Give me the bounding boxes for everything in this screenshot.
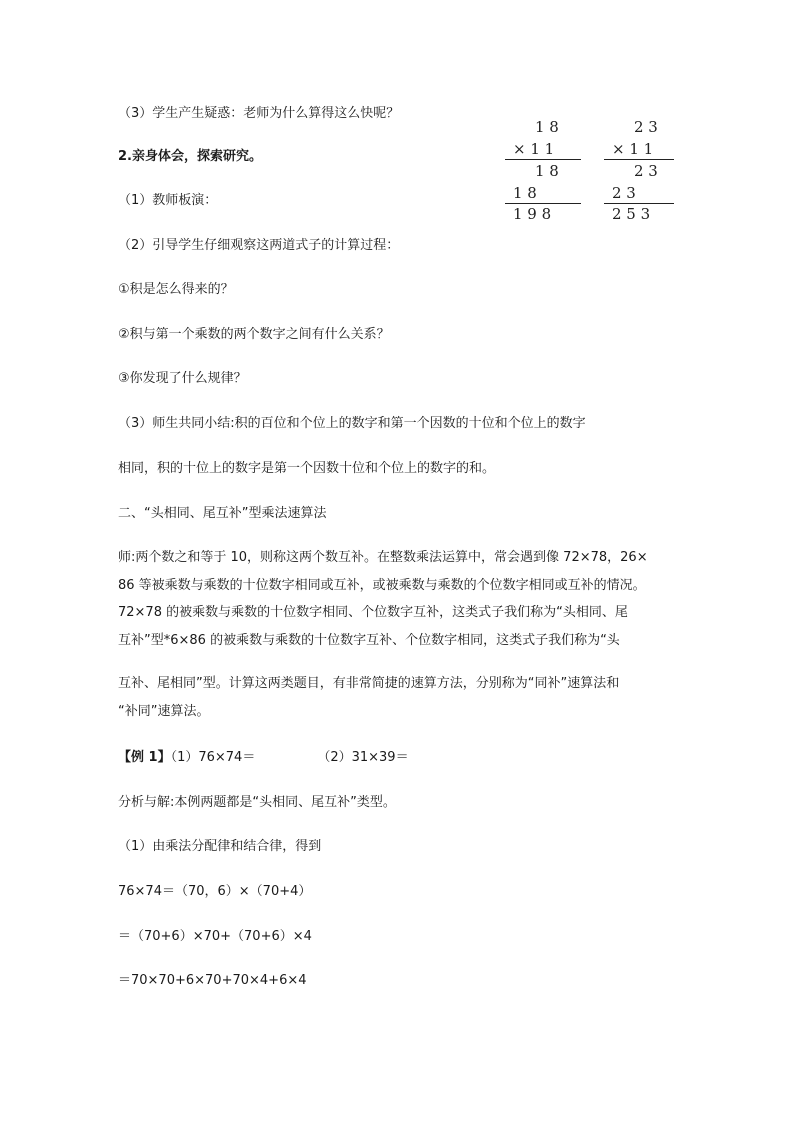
rule-line xyxy=(505,203,581,204)
vertical-multiplication-18x11 xyxy=(505,118,585,223)
text-line-question-3: ③你发现了什么规律？ xyxy=(118,371,247,386)
equation-line-3: ＝70×70+6×70+70×4+6×4 xyxy=(118,973,307,988)
partial-product-2: 1 8 xyxy=(513,184,537,202)
multiplier-row: × 1 1 xyxy=(612,140,654,158)
text-line-question-2: ②积与第一个乘数的两个数字之间有什么关系？ xyxy=(118,327,390,342)
rule-line xyxy=(604,159,674,160)
text-line-summary-2: 相同，积的十位上的数字是第一个因数十位和个位上的数字的和。 xyxy=(118,461,496,476)
text-line-teacher-4: 互补”型*6×86 的被乘数与乘数的十位数字互补、个位数字相同，这类式子我们称为“头 xyxy=(118,633,620,648)
text-line-teacher-3: 72×78 的被乘数与乘数的十位数字相同、个位数字互补，这类式子我们称为“头相同、尾 xyxy=(118,605,628,620)
text-line-teacher-1: 师:两个数之和等于 10，则称这两个数互补。在整数乘法运算中，常会遇到像 72×78，26× xyxy=(118,550,648,565)
product-row: 2 5 3 xyxy=(612,205,651,223)
text-line-student-doubt: （3）学生产生疑惑：老师为什么算得这么快呢？ xyxy=(118,106,400,121)
example-1-line xyxy=(118,750,409,766)
text-line-summary-1: （3）师生共同小结:积的百位和个位上的数字和第一个因数的十位和个位上的数字 xyxy=(118,416,586,431)
partial-product-1: 2 3 xyxy=(634,162,658,180)
product-row: 1 9 8 xyxy=(513,205,552,223)
equation-line-1: 76×74＝（70，6）×（70+4） xyxy=(118,884,312,899)
text-line-teacher-2: 86 等被乘数与乘数的十位数字相同或互补，或被乘数与乘数的个位数字相同或互补的情况。 xyxy=(118,578,646,593)
text-line-guide-observe: （2）引导学生仔细观察这两道式子的计算过程： xyxy=(118,238,400,253)
partial-product-2: 2 3 xyxy=(612,184,636,202)
multiplicand-row: 1 8 xyxy=(535,118,559,136)
text-line-solution-intro: （1）由乘法分配律和结合律，得到 xyxy=(118,839,322,854)
section-heading-2: 二、“头相同、尾互补”型乘法速算法 xyxy=(118,506,327,521)
text-line-question-1: ①积是怎么得来的？ xyxy=(118,282,234,297)
rule-line xyxy=(505,159,581,160)
equation-line-2: ＝（70+6）×70+（70+6）×4 xyxy=(118,929,312,944)
multiplicand-row: 2 3 xyxy=(634,118,658,136)
multiplier-row: × 1 1 xyxy=(513,140,555,158)
partial-product-1: 1 8 xyxy=(535,162,559,180)
vertical-multiplication-23x11 xyxy=(604,118,684,223)
text-line-analysis: 分析与解:本例两题都是“头相同、尾互补”类型。 xyxy=(118,795,396,810)
text-line-teacher-6: “补同”速算法。 xyxy=(118,704,210,719)
text-line-teacher-demo: （1）教师板演： xyxy=(118,193,218,208)
example-problem-1: （1）76×74＝ xyxy=(170,750,256,765)
example-label: 【例 1】 xyxy=(118,750,171,765)
text-line-teacher-5: 互补、尾相同”型。计算这两类题目，有非常简捷的速算方法，分别称为“同补”速算法和 xyxy=(118,676,620,691)
example-problem-2: （2）31×39＝ xyxy=(317,750,409,765)
text-line-section-2: 2.亲身体会，探索研究。 xyxy=(118,149,262,164)
rule-line xyxy=(604,203,674,204)
